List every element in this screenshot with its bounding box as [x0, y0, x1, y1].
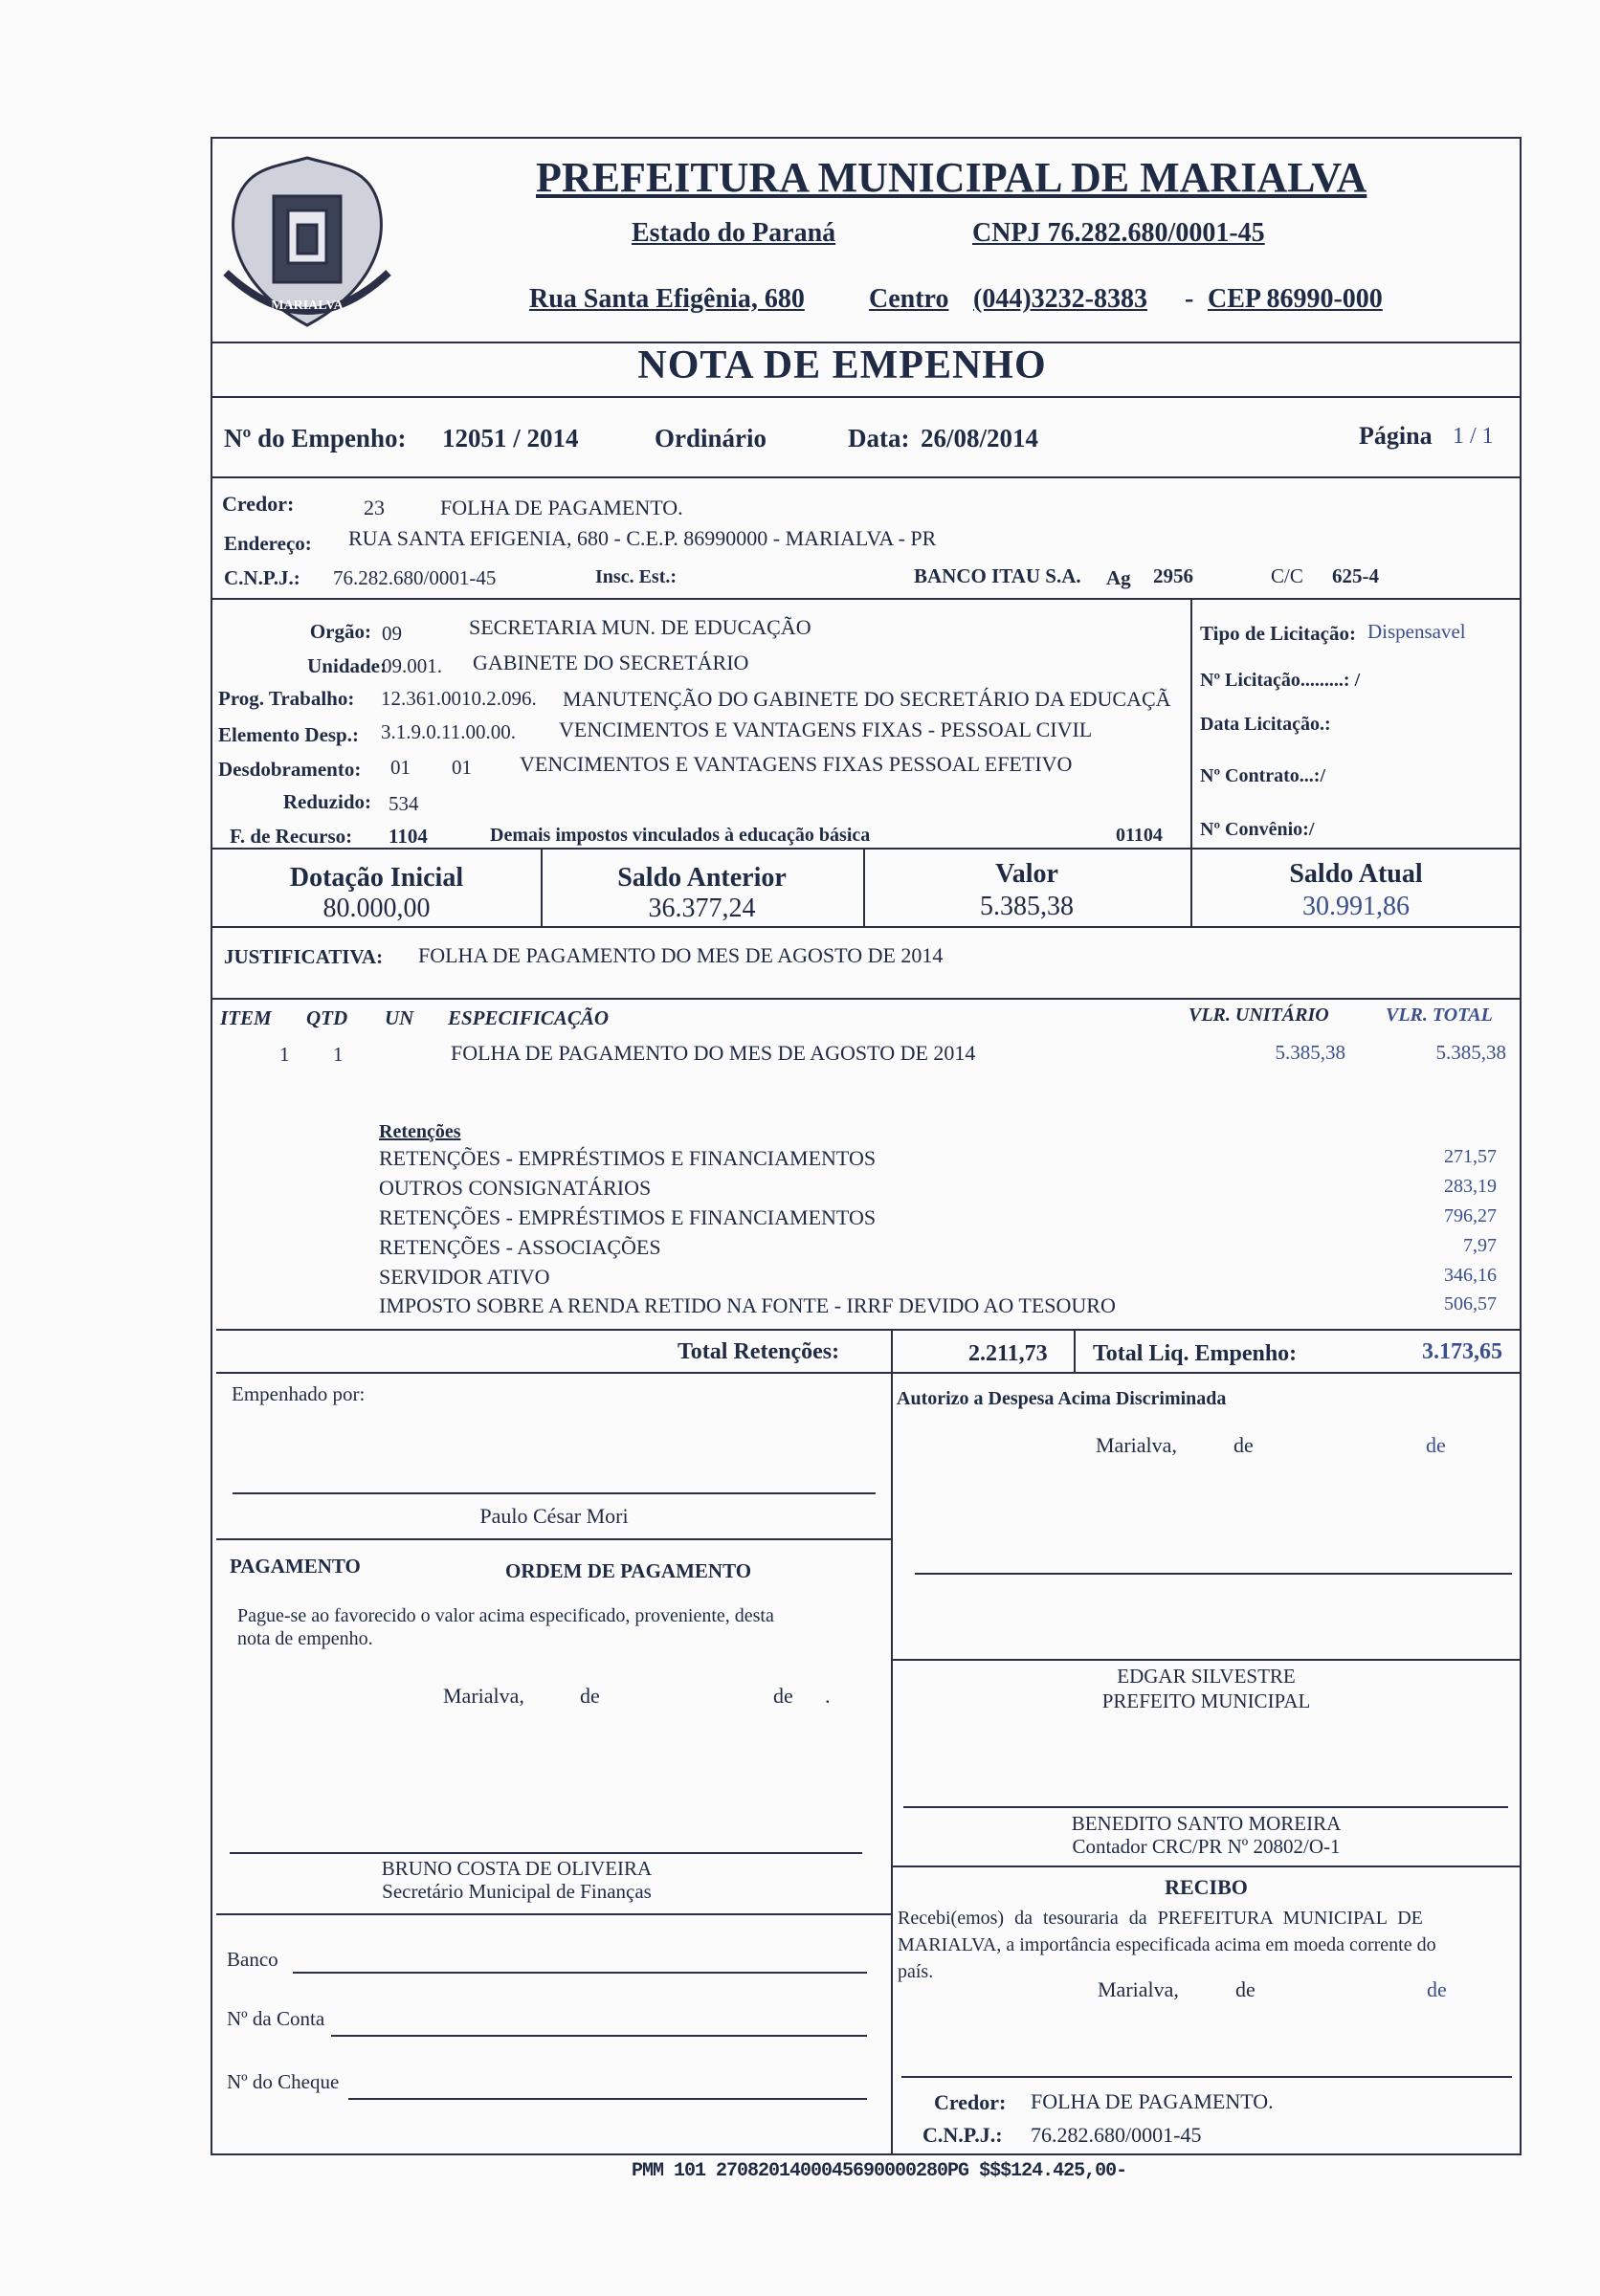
credor-divider — [211, 598, 1522, 600]
insc-label: Insc. Est.: — [595, 566, 678, 587]
pagamento-label: PAGAMENTO — [230, 1555, 361, 1578]
recibo-line-2: MARIALVA, a importância especificada acima em moeda corrente do — [898, 1934, 1436, 1955]
state-label: Estado do Paraná — [632, 218, 836, 248]
elemento-code: 3.1.9.0.11.00.00. — [381, 720, 516, 743]
desdobramento-code2: 01 — [452, 756, 472, 779]
item-spec: FOLHA DE PAGAMENTO DO MES DE AGOSTO DE 2014 — [451, 1041, 976, 1065]
recibo-divider — [891, 1866, 1522, 1867]
credor-label: Credor: — [222, 492, 295, 516]
cheque-label: Nº do Cheque — [227, 2070, 340, 2093]
empenho-date: 26/08/2014 — [921, 424, 1039, 453]
valor-value: 5.385,38 — [980, 892, 1074, 921]
retencoes-title: Retenções — [379, 1121, 461, 1142]
fonte-code2: 01104 — [1116, 825, 1163, 846]
saldo-atual-label: Saldo Atual — [1289, 859, 1423, 889]
orgao-code: 09 — [382, 622, 402, 645]
municipality-title: PREFEITURA MUNICIPAL DE MARIALVA — [536, 154, 1367, 201]
total-retencoes-label: Total Retenções: — [678, 1339, 840, 1364]
empenhado-signature-line — [233, 1492, 876, 1494]
autorizo-de2: de — [1426, 1433, 1446, 1457]
bottom-split — [891, 1372, 893, 2155]
item-number: 1 — [279, 1043, 290, 1066]
desdobramento-name: VENCIMENTOS E VANTAGENS FIXAS PESSOAL EFETIVO — [520, 752, 1073, 776]
convenio: Nº Convênio:/ — [1200, 819, 1315, 840]
saldo-anterior-value: 36.377,24 — [648, 894, 756, 923]
prefeito-name: EDGAR SILVESTRE — [1117, 1665, 1296, 1688]
orgao-label: Orgão: — [309, 620, 371, 643]
credor-name: FOLHA DE PAGAMENTO. — [440, 496, 683, 519]
footer-code: PMM 101 2708201400045690000280PG $$$124.425,00- — [632, 2160, 1127, 2182]
retencao-desc: OUTROS CONSIGNATÁRIOS — [379, 1176, 652, 1200]
banco-label: Banco — [227, 1948, 278, 1971]
agency-number: 2956 — [1153, 564, 1193, 587]
cheque-field-line — [348, 2098, 867, 2100]
dotacao-divider — [211, 848, 1522, 850]
document-title: NOTA DE EMPENHO — [637, 343, 1047, 387]
conta-field-line — [331, 2035, 867, 2037]
total-liquido-label: Total Liq. Empenho: — [1093, 1341, 1298, 1366]
saldo-anterior-label: Saldo Anterior — [617, 863, 787, 893]
dotacao-inicial-value: 80.000,00 — [322, 894, 431, 923]
bank-name: BANCO ITAU S.A. — [914, 564, 1081, 587]
header-street: Rua Santa Efigênia, 680 — [529, 284, 805, 314]
header-cep: CEP 86990-000 — [1208, 284, 1383, 314]
header-district: Centro — [869, 284, 949, 314]
credor-cnpj: 76.282.680/0001-45 — [333, 566, 497, 589]
item-total-value: 5.385,38 — [1435, 1041, 1506, 1064]
empenho-number-label: Nº do Empenho: — [224, 424, 407, 453]
header-separator: - — [1185, 284, 1194, 314]
recibo-title: RECIBO — [1165, 1875, 1248, 1899]
col-vlr-total: VLR. TOTAL — [1386, 1004, 1493, 1026]
account-label: C/C — [1271, 564, 1303, 587]
credor-signature-line — [901, 2076, 1512, 2078]
recibo-de2: de — [1427, 1977, 1447, 2001]
retencao-desc: IMPOSTO SOBRE A RENDA RETIDO NA FONTE - IRRF DEVIDO AO TESOURO — [379, 1293, 1116, 1317]
prog-code: 12.361.0010.2.096. — [381, 687, 537, 710]
recibo-credor-name: FOLHA DE PAGAMENTO. — [1031, 2089, 1274, 2113]
header-cnpj: CNPJ 76.282.680/0001-45 — [972, 218, 1265, 248]
data-licitacao: Data Licitação.: — [1200, 714, 1331, 735]
justificativa-label: JUSTIFICATIVA: — [224, 945, 384, 968]
secretario-signature-line — [230, 1852, 862, 1854]
retencao-value: 271,57 — [1444, 1146, 1497, 1167]
banco-field-line — [293, 1972, 867, 1974]
fonte-code: 1104 — [389, 825, 428, 848]
autorizo-label: Autorizo a Despesa Acima Discriminada — [897, 1388, 1227, 1409]
prog-label: Prog. Trabalho: — [218, 687, 355, 710]
col-item: ITEM — [220, 1006, 272, 1029]
unidade-name: GABINETE DO SECRETÁRIO — [473, 651, 749, 674]
municipal-seal — [216, 148, 398, 340]
prefeito-role: PREFEITO MUNICIPAL — [1101, 1689, 1311, 1712]
totals-divider — [216, 1372, 1522, 1374]
retencao-desc: RETENÇÕES - EMPRÉSTIMOS E FINANCIAMENTOS — [379, 1146, 877, 1170]
contador-role: Contador CRC/PR Nº 20802/O-1 — [1072, 1835, 1341, 1858]
pagamento-de2: de — [773, 1684, 793, 1708]
recibo-line-1: Recebi(emos) da tesouraria da PREFEITURA MUNICIPAL DE — [898, 1908, 1423, 1929]
contador-signature-line — [903, 1806, 1508, 1808]
retencao-desc: RETENÇÕES - EMPRÉSTIMOS E FINANCIAMENTOS — [379, 1205, 877, 1229]
col-qtd: QTD — [306, 1006, 348, 1029]
tipo-licitacao-value: Dispensavel — [1367, 620, 1466, 643]
title-divider — [211, 396, 1522, 398]
values-divider — [211, 926, 1522, 928]
retencao-desc: SERVIDOR ATIVO — [379, 1265, 550, 1289]
pagamento-de1: de — [580, 1684, 600, 1708]
valor-label: Valor — [995, 859, 1058, 889]
svg-text:MARIALVA: MARIALVA — [271, 298, 344, 313]
pagamento-divider — [216, 1913, 891, 1915]
autorizo-de1: de — [1233, 1433, 1254, 1457]
account-number: 625-4 — [1332, 564, 1379, 587]
empenhado-divider — [216, 1538, 891, 1540]
agency-label: Ag — [1106, 566, 1131, 589]
fonte-label: F. de Recurso: — [230, 825, 353, 848]
col-un: UN — [385, 1006, 414, 1029]
unidade-code: 09.001. — [382, 654, 442, 677]
retencao-value: 7,97 — [1463, 1235, 1497, 1256]
prefeito-divider — [891, 1659, 1522, 1661]
contador-name: BENEDITO SANTO MOREIRA — [1071, 1812, 1342, 1835]
page-number: 1 / 1 — [1453, 424, 1494, 449]
total-liquido-value: 3.173,65 — [1422, 1339, 1502, 1364]
autorizo-city: Marialva, — [1096, 1433, 1177, 1457]
retencao-value: 346,16 — [1444, 1265, 1497, 1286]
saldo-atual-value: 30.991,86 — [1302, 892, 1410, 921]
empenho-number: 12051 / 2014 — [442, 424, 579, 453]
credor-cnpj-label: C.N.P.J.: — [224, 566, 300, 589]
tipo-licitacao-label: Tipo de Licitação: — [1200, 622, 1356, 645]
totals-col1 — [891, 1329, 893, 1372]
totals-col2 — [1074, 1329, 1076, 1372]
justificativa-text: FOLHA DE PAGAMENTO DO MES DE AGOSTO DE 2014 — [418, 943, 944, 967]
contrato: Nº Contrato...:/ — [1200, 765, 1326, 786]
desdobramento-code1: 01 — [390, 756, 411, 779]
retencao-value: 283,19 — [1444, 1176, 1497, 1197]
dotacao-inicial-label: Dotação Inicial — [289, 863, 464, 893]
recibo-cnpj-label: C.N.P.J.: — [922, 2123, 1003, 2147]
credor-code: 23 — [364, 496, 385, 519]
retencao-value: 506,57 — [1444, 1293, 1497, 1314]
item-qtd: 1 — [333, 1043, 344, 1066]
page-label: Página — [1359, 422, 1433, 450]
total-retencoes-value: 2.211,73 — [968, 1341, 1048, 1366]
pagamento-text-2: nota de empenho. — [237, 1628, 373, 1649]
elemento-label: Elemento Desp.: — [218, 723, 359, 746]
retencoes-divider — [216, 1329, 1522, 1331]
col-especificacao: ESPECIFICAÇÃO — [448, 1006, 610, 1029]
recibo-cnpj: 76.282.680/0001-45 — [1031, 2123, 1202, 2147]
conta-label: Nº da Conta — [227, 2007, 325, 2030]
justificativa-divider — [211, 998, 1522, 1000]
prefeito-signature-line — [915, 1573, 1512, 1575]
credor-address: RUA SANTA EFIGENIA, 680 - C.E.P. 86990000 - MARIALVA - PR — [348, 526, 937, 550]
unidade-label: Unidade: — [307, 654, 387, 677]
prog-name: MANUTENÇÃO DO GABINETE DO SECRETÁRIO DA EDUCAÇÃ — [563, 687, 1171, 711]
pagamento-dot: . — [825, 1684, 831, 1708]
pagamento-text-1: Pague-se ao favorecido o valor acima especificado, proveniente, desta — [237, 1605, 774, 1626]
ordem-pagamento-label: ORDEM DE PAGAMENTO — [505, 1559, 752, 1582]
numero-licitacao: Nº Licitação.........: / — [1200, 670, 1361, 691]
recibo-city: Marialva, — [1098, 1977, 1179, 2001]
recibo-credor-label: Credor: — [934, 2090, 1007, 2114]
empenho-divider — [211, 476, 1522, 478]
retencao-desc: RETENÇÕES - ASSOCIAÇÕES — [379, 1235, 661, 1259]
recibo-line-3: país. — [898, 1961, 934, 1982]
orgao-name: SECRETARIA MUN. DE EDUCAÇÃO — [469, 615, 811, 639]
fonte-name: Demais impostos vinculados à educação básica — [490, 825, 871, 846]
header-phone: (044)3232-8383 — [973, 284, 1147, 314]
empenhado-label: Empenhado por: — [232, 1382, 366, 1405]
desdobramento-label: Desdobramento: — [218, 758, 362, 781]
secretario-role: Secretário Municipal de Finanças — [382, 1880, 652, 1903]
retencao-value: 796,27 — [1444, 1205, 1497, 1226]
col-vlr-unitario: VLR. UNITÁRIO — [1189, 1004, 1329, 1026]
pagamento-city: Marialva, — [443, 1684, 524, 1708]
empenho-type: Ordinário — [655, 424, 767, 453]
address-label: Endereço: — [224, 532, 312, 555]
secretario-name: BRUNO COSTA DE OLIVEIRA — [381, 1857, 653, 1880]
recibo-de1: de — [1235, 1977, 1256, 2001]
item-unit-value: 5.385,38 — [1275, 1041, 1345, 1064]
empenhado-signer: Paulo César Mori — [479, 1504, 629, 1528]
reduzido-label: Reduzido: — [282, 790, 371, 813]
reduzido-value: 534 — [389, 792, 419, 815]
elemento-name: VENCIMENTOS E VANTAGENS FIXAS - PESSOAL CIVIL — [559, 718, 1093, 741]
empenho-date-label: Data: — [848, 424, 910, 453]
